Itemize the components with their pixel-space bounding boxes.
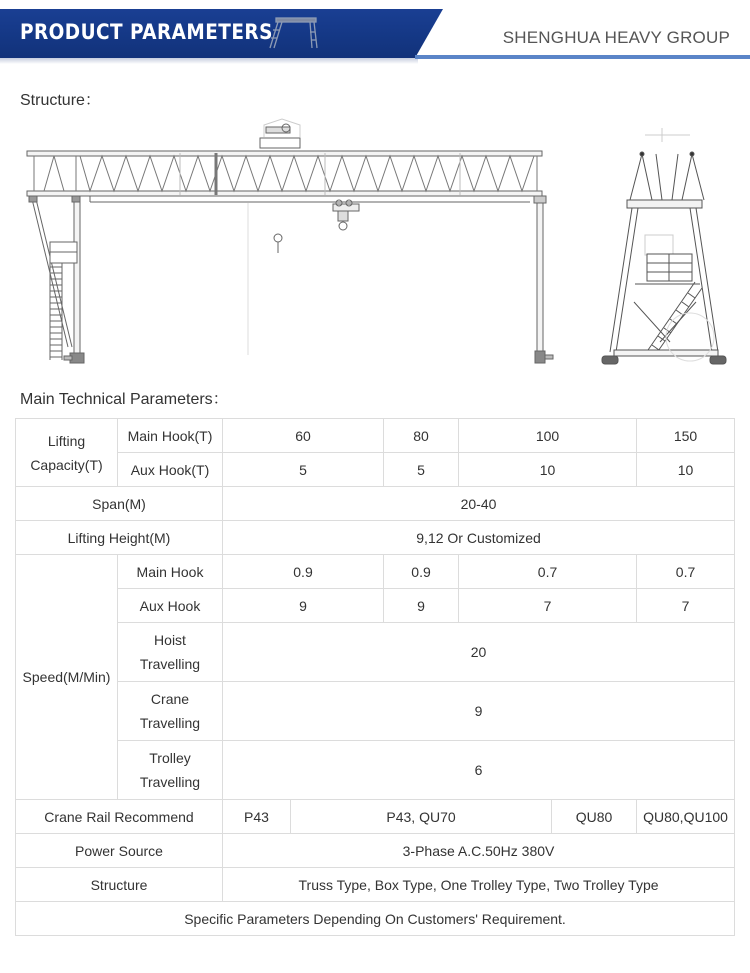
table-row-structure [16,868,735,902]
table-row-hoist-travelling [16,623,735,682]
main-hook-capacity-label: Main Hook(T) [118,419,223,453]
structure-heading: Structure： [20,92,101,109]
speed-label: Speed(M/Min) [16,555,118,800]
speed-main-hook-value: 0.7 [459,555,637,589]
table-row-crane-rail [16,800,735,834]
speed-aux-hook-value: 7 [637,589,735,623]
table-row-speed-main-hook [16,555,735,589]
crane-travelling-value: 9 [223,682,735,741]
speed-main-hook-value: 0.9 [384,555,459,589]
banner-shadow [0,58,418,64]
table-row-span [16,487,735,521]
table-row-power-source [16,834,735,868]
crane-rail-value: P43 [223,800,291,834]
parameters-heading: Main Technical Parameters： [20,391,229,408]
aux-hook-capacity-value: 5 [223,453,384,487]
hoist-travelling-label: Hoist Travelling [118,623,223,682]
speed-aux-hook-value: 9 [384,589,459,623]
speed-main-hook-label: Main Hook [118,555,223,589]
aux-hook-capacity-value: 5 [384,453,459,487]
speed-aux-hook-value: 9 [223,589,384,623]
speed-main-hook-value: 0.7 [637,555,735,589]
table-row-speed-aux-hook [16,589,735,623]
crane-rail-value: QU80 [552,800,637,834]
speed-aux-hook-value: 7 [459,589,637,623]
brand-accent-line [415,55,750,59]
aux-hook-capacity-label: Aux Hook(T) [118,453,223,487]
crane-travelling-label: Crane Travelling [118,682,223,741]
speed-aux-hook-label: Aux Hook [118,589,223,623]
lifting-height-label: Lifting Height(M) [16,521,223,555]
table-row-crane-travelling [16,682,735,741]
trolley-travelling-label: Trolley Travelling [118,741,223,800]
aux-hook-capacity-value: 10 [459,453,637,487]
power-source-label: Power Source [16,834,223,868]
table-row-aux-hook-capacity [16,453,735,487]
header-banner [0,0,750,70]
span-label: Span(M) [16,487,223,521]
main-hook-capacity-80: 80 [384,419,459,453]
hoist-travelling-value: 20 [223,623,735,682]
table-row-main-hook-capacity [16,419,735,453]
footnote: Specific Parameters Depending On Customers' Requirement. [16,902,735,936]
company-name: SHENGHUA HEAVY GROUP [502,28,730,47]
aux-hook-capacity-value: 10 [637,453,735,487]
span-value: 20-40 [223,487,735,521]
gantry-crane-icon [266,16,322,50]
page-title: PRODUCT PARAMETERS [20,20,273,44]
table-row-footnote [16,902,735,936]
table-row-trolley-travelling [16,741,735,800]
main-hook-capacity-150: 150 [637,419,735,453]
technical-parameters-table [15,418,735,936]
main-hook-capacity-60: 60 [223,419,384,453]
main-hook-capacity-100: 100 [459,419,637,453]
lifting-capacity-label: Lifting Capacity(T) [16,419,118,487]
structure-label: Structure [16,868,223,902]
structure-value: Truss Type, Box Type, One Trolley Type, Two Trolley Type [223,868,735,902]
gantry-crane-front-drawing [20,115,560,375]
table-row-lifting-height [16,521,735,555]
power-source-value: 3-Phase A.C.50Hz 380V [223,834,735,868]
trolley-travelling-value: 6 [223,741,735,800]
gantry-crane-side-drawing [590,112,750,372]
crane-rail-value: P43, QU70 [291,800,552,834]
crane-rail-value: QU80,QU100 [637,800,735,834]
lifting-height-value: 9,12 Or Customized [223,521,735,555]
speed-main-hook-value: 0.9 [223,555,384,589]
crane-rail-label: Crane Rail Recommend [16,800,223,834]
